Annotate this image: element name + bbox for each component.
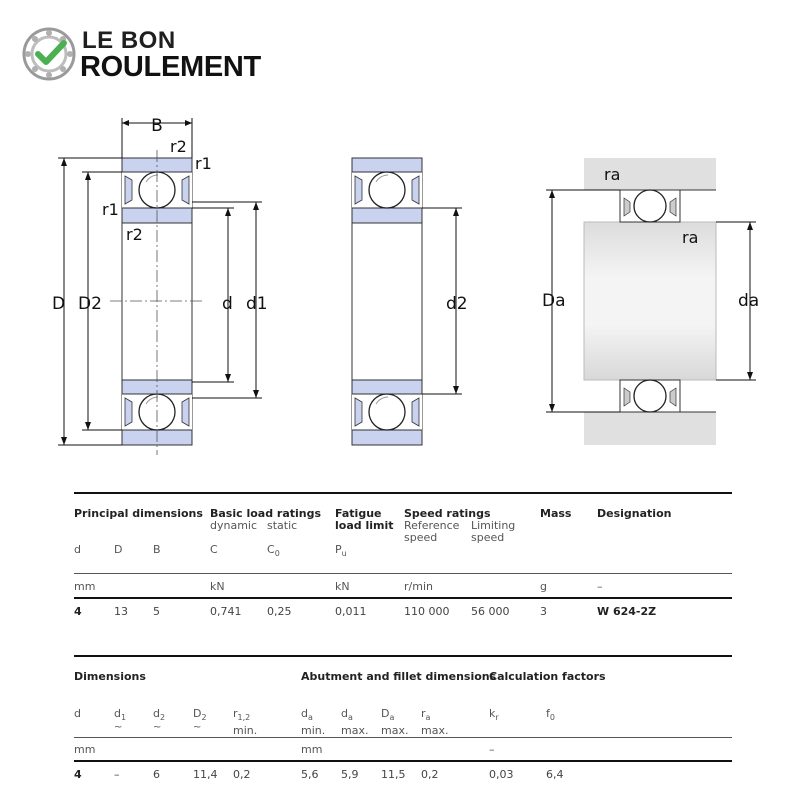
table2-symbol-da-min: $d_a$ min. [301,707,326,737]
table2-value-D2: 11,4 [193,768,218,781]
table1-header-principal: Principal dimensions [74,507,203,520]
table1-symbol-C: C [210,543,218,556]
label-r2-left: r2 [126,225,143,244]
table1-unit-rmin: r/min [404,580,433,593]
table1-value-ref-speed: 110 000 [404,605,450,618]
table1-symbol-Pu: $P_u$ [335,543,347,558]
label-Da: Da [542,291,566,311]
table2-symbol-da-max: $d_a$ max. [341,707,369,737]
label-d: d [222,294,233,314]
table1-header-speed: Speed ratings [404,507,491,520]
label-r1-left: r1 [102,200,119,219]
table1-unit-mm: mm [74,580,96,593]
table2-header-abutment: Abutment and fillet dimensions [301,670,497,683]
table2-symbol-d1: $d_1$ ~ [114,707,127,733]
table2-symbol-d2: $d_2$ ~ [153,707,166,733]
label-d1: d1 [246,294,268,314]
table1-sub-limiting: Limiting [471,519,516,532]
table1-units-rule [74,573,732,574]
table1-header-fatigue-2: load limit [335,519,394,532]
table2-value-da-min: 5,6 [301,768,319,781]
table2-unit-mm-abutment: mm [301,743,323,756]
table1-value-mass: 3 [540,605,547,618]
table1-symbol-d: d [74,543,81,556]
table2-header-calc: Calculation factors [489,670,606,683]
table2-symbol-Da-max: $D_a$ max. [381,707,409,737]
label-D: D [52,294,66,314]
table1-sub-limiting-2: speed [471,531,505,544]
table2-value-da-max: 5,9 [341,768,359,781]
bearing-section-view [58,118,262,455]
label-D2: D2 [78,294,102,314]
table2-value-d1: – [114,768,120,781]
table1-value-lim-speed: 56 000 [471,605,510,618]
table2-value-r12: 0,2 [233,768,251,781]
table1-unit-kN-load: kN [210,580,225,593]
table1-symbol-D: D [114,543,123,556]
label-d2: d2 [446,294,468,314]
table1-sub-reference: Reference [404,519,460,532]
table1-unit-g: g [540,580,547,593]
table2-value-kr: 0,03 [489,768,514,781]
brand-name-line2: ROULEMENT [80,51,261,83]
table1-sub-reference-2: speed [404,531,438,544]
table2-value-d2: 6 [153,768,160,781]
table2-symbol-ra-max: $r_a$ max. [421,707,449,737]
label-r1-top: r1 [195,154,212,173]
table1-sub-dynamic: dynamic [210,519,258,532]
table2-value-d: 4 [74,768,82,781]
table1-row-rule [74,597,732,599]
table1-header-fatigue-1: Fatigue [335,507,382,520]
table2-symbol-kr: $k_r$ [489,707,499,722]
table2-header-dimensions: Dimensions [74,670,146,683]
table1-value-D: 13 [114,605,128,618]
abutment-view [546,158,756,445]
table1-symbol-C0: $C_0$ [267,543,280,558]
table1-sub-static: static [267,519,298,532]
table1-header-designation: Designation [597,507,672,520]
bearing-check-logo-icon [22,27,78,83]
table2-value-f0: 6,4 [546,768,564,781]
table2-unit-mm-dimensions: mm [74,743,96,756]
table1-header-mass: Mass [540,507,572,520]
label-ra-right: ra [682,228,699,247]
table1-value-d: 4 [74,605,82,618]
brand-name-line1: LE BON [82,27,176,54]
table2-symbol-r12: $r_{1,2}$ min. [233,707,258,737]
table1-value-designation: W 624-2Z [597,605,657,618]
table2-units-rule [74,737,732,738]
label-r2-top: r2 [170,137,187,156]
table1-top-rule [74,492,732,494]
table2-symbol-D2: $D_2$ ~ [193,707,207,733]
table1-value-C: 0,741 [210,605,242,618]
table2-row-rule [74,760,732,762]
label-B: B [151,116,163,136]
table1-unit-kN-fatigue: kN [335,580,350,593]
table2-unit-dash: – [489,743,495,756]
table1-value-B: 5 [153,605,160,618]
table2-symbol-d: d [74,707,81,720]
table2-top-rule [74,655,732,657]
table1-value-C0: 0,25 [267,605,292,618]
table2-symbol-f0: $f_0$ [546,707,555,722]
table2-value-Da-max: 11,5 [381,768,406,781]
table1-header-basic-load: Basic load ratings [210,507,322,520]
bearing-technical-drawing [0,95,800,475]
table2-value-ra-max: 0,2 [421,768,439,781]
table1-unit-dash: – [597,580,603,593]
table1-value-Pu: 0,011 [335,605,367,618]
brand-logo [22,27,302,87]
label-da: da [738,291,760,311]
table1-symbol-B: B [153,543,161,556]
label-ra-top: ra [604,165,621,184]
